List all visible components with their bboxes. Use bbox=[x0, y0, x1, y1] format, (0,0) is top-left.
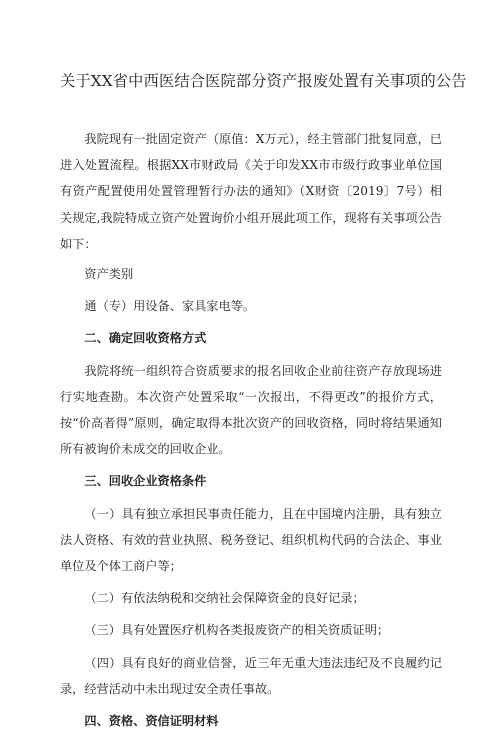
section2-heading: 二、确定回收资格方式 bbox=[84, 331, 207, 346]
section1-text: 通（专）用设备、家具家电等。 bbox=[84, 299, 256, 314]
section3-item: （四）具有良好的商业信誉，近三年无重大违法违纪及不良履约记录，经营活动中未出现过安全责任事故。 bbox=[60, 655, 442, 696]
section3-item: （一）具有独立承担民事责任能力，且在中国境内注册，具有独立法人资格、有效的营业执照、税务登记、组织机构代码的合法企、事业单位及个体工商户等； bbox=[60, 506, 442, 574]
section2-paragraph: 我院将统一组织符合资质要求的报名回收企业前往资产存放现场进行实地查勘。本次资产处置采取“一次报出，不得更改”的报价方式，按“价高者得”原则，确定取得本批次资产的回收资格，同时将结果通知所有被询价未成交的回收企业。 bbox=[60, 363, 442, 457]
section4-heading: 四、资格、资信证明材料 bbox=[84, 714, 219, 729]
intro-paragraph: 我院现有一批固定资产（原值：X万元），经主管部门批复同意，已进入处置流程。根据XX市财政局《关于印发XX市市级行政事业单位国有资产配置使用处置管理暂行办法的通知》（X财资〔2019〕7号）相关规定,我院特成立资产处置询价小组开展此项工作，现将有关事项公告如下： bbox=[60, 132, 442, 251]
section1-label: 资产类别 bbox=[84, 267, 134, 282]
section3-item: （二）有依法纳税和交纳社会保障资金的良好记录； bbox=[84, 591, 365, 606]
section3-heading: 三、回收企业资格条件 bbox=[84, 474, 207, 489]
section3-item: （三）具有处置医疗机构各类报废资产的相关资质证明； bbox=[84, 623, 390, 638]
document-title: 关于XX省中西医结合医院部分资产报废处置有关事项的公告 bbox=[60, 72, 467, 90]
